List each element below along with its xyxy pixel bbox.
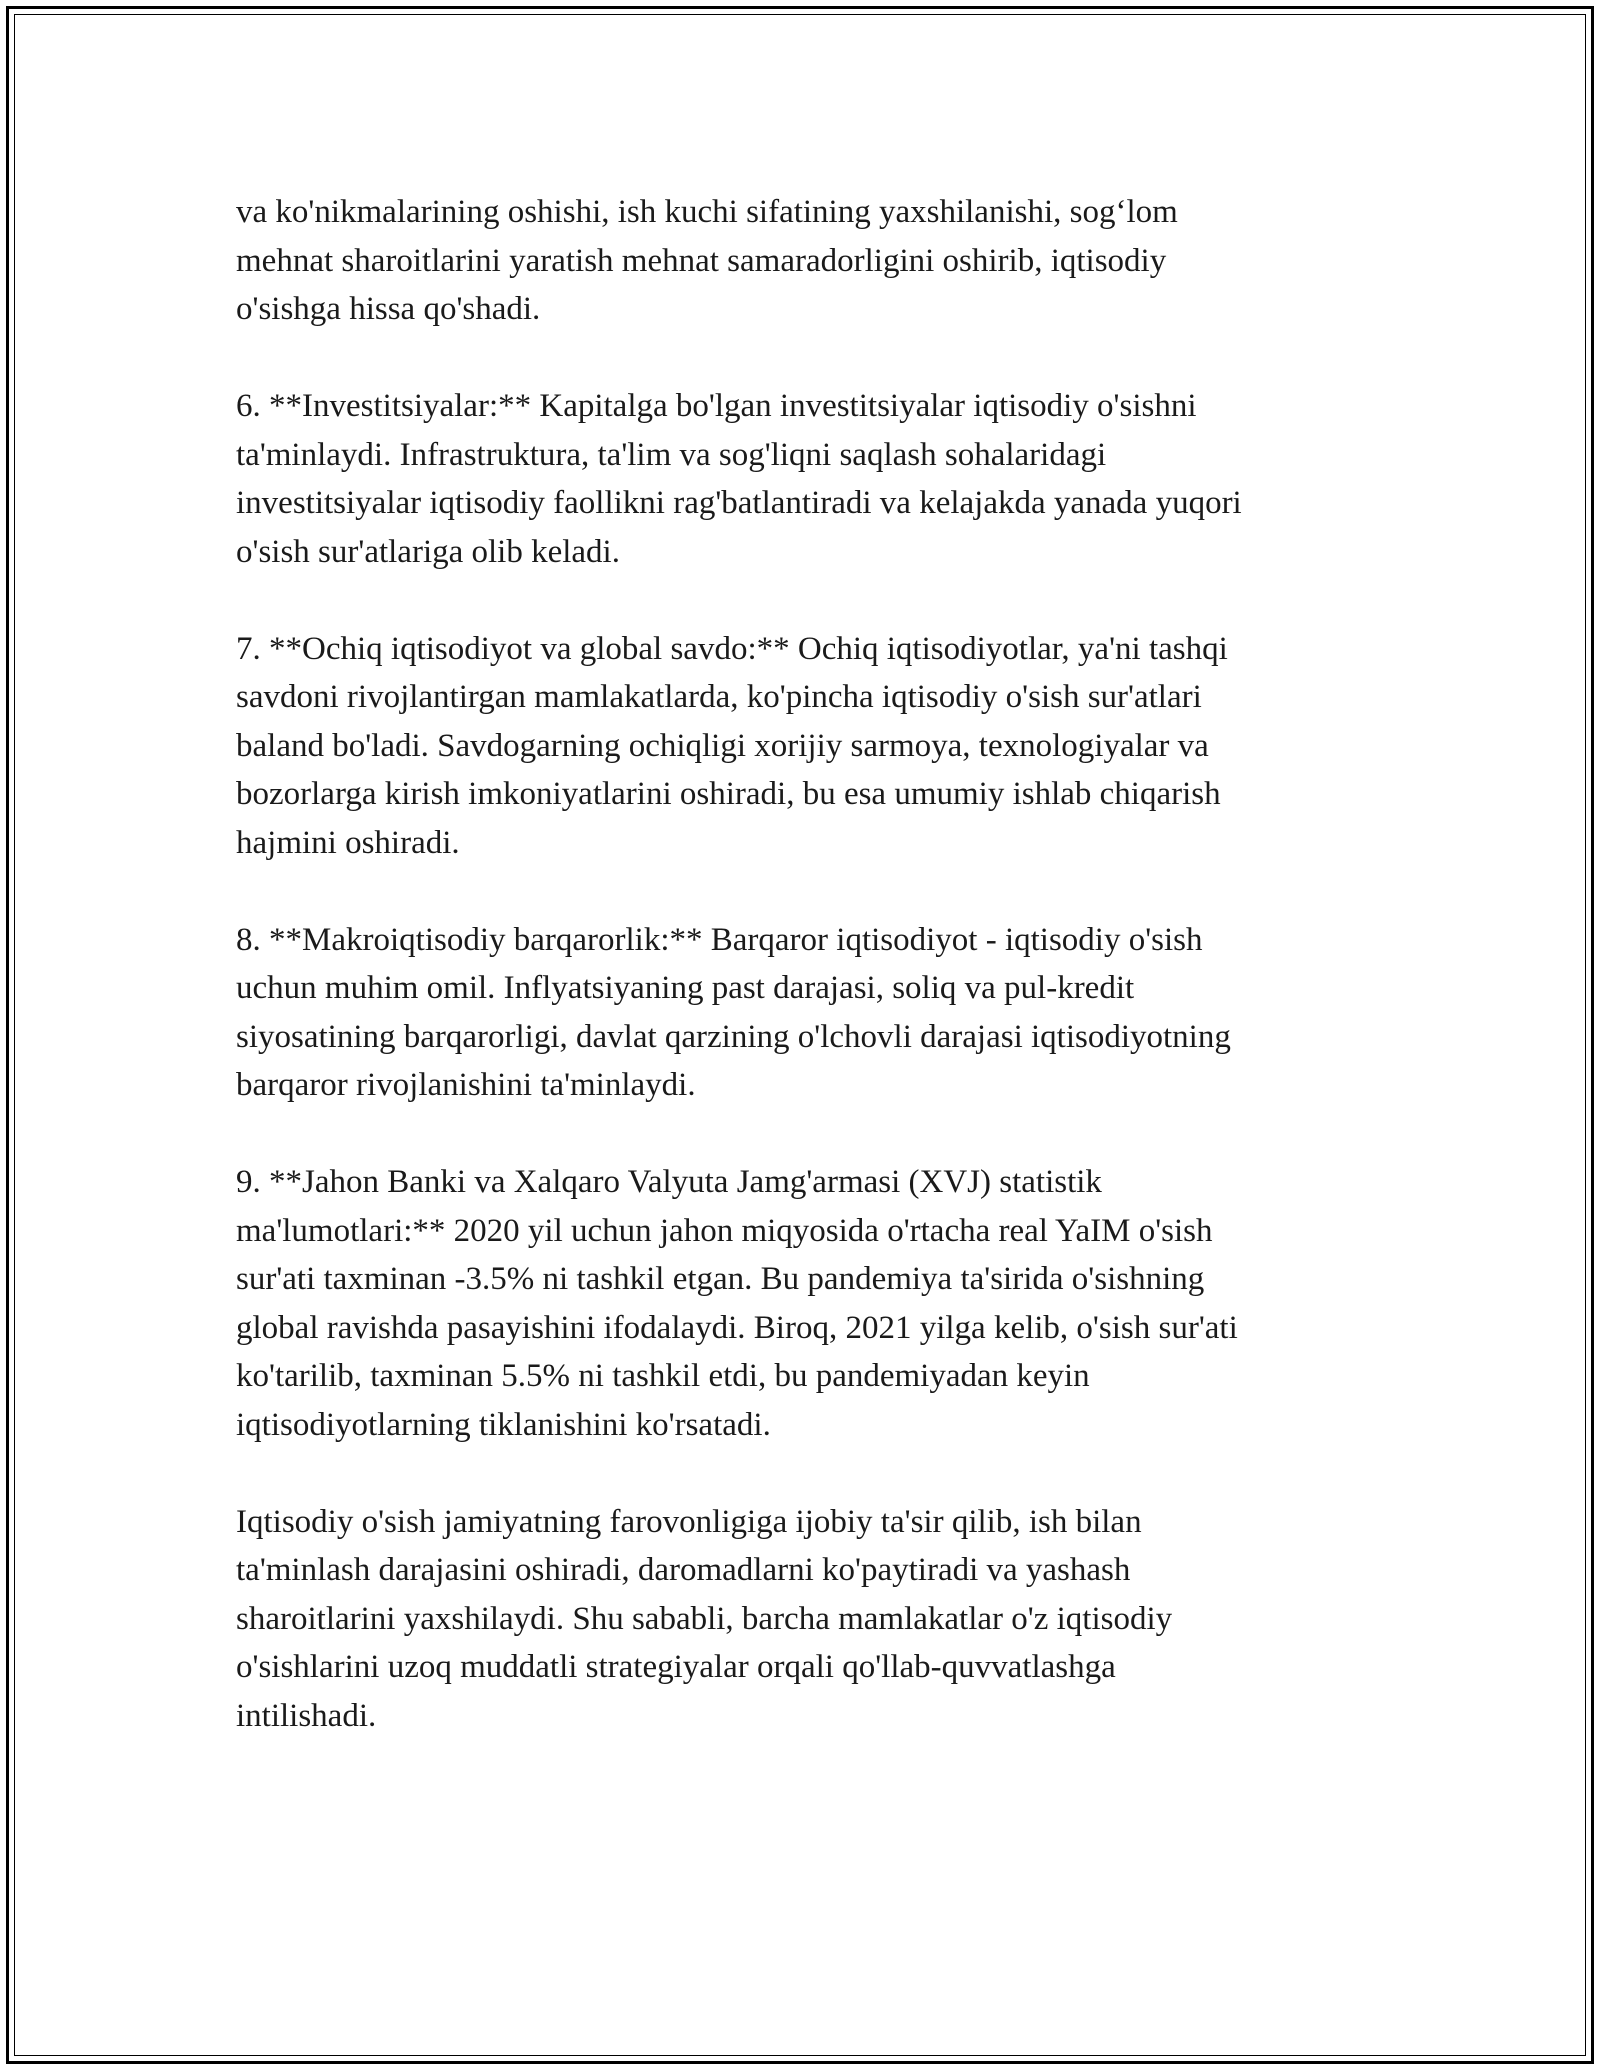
text-line: hajmini oshiradi. <box>236 824 460 861</box>
text-line: ko'tarilib, taxminan 5.5% ni tashkil etdi, bu pandemiyadan keyin <box>236 1358 1090 1394</box>
paragraph-world-bank-imf <box>236 1158 1376 1449</box>
text-line: 7. **Ochiq iqtisodiyot va global savdo:** Ochiq iqtisodiyotlar, ya'ni tashqi <box>236 630 1228 667</box>
paragraph-conclusion <box>236 1498 1376 1741</box>
text-line: intilishadi. <box>236 1697 377 1734</box>
text-line: ma'lumotlari:** 2020 yil uchun jahon miqyosida o'rtacha real YaIM o'sish <box>236 1212 1213 1249</box>
paragraph-macro-stability <box>236 916 1376 1110</box>
text-line: 9. **Jahon Banki va Xalqaro Valyuta Jamg'armasi (XVJ) statistik <box>236 1164 1102 1200</box>
text-line: Iqtisodiy o'sish jamiyatning farovonligiga ijobiy ta'sir qilib, ish bilan <box>236 1503 1142 1540</box>
paragraph-open-economy <box>236 625 1376 868</box>
text-line: bozorlarga kirish imkoniyatlarini oshiradi, bu esa umumiy ishlab chiqarish <box>236 776 1221 812</box>
paragraph-skills-continuation <box>236 188 1376 334</box>
text-line: uchun muhim omil. Inflyatsiyaning past darajasi, soliq va pul-kredit <box>236 970 1135 1006</box>
paragraph-investments <box>236 382 1376 576</box>
document-body <box>236 188 1376 1789</box>
text-line: 6. **Investitsiyalar:** Kapitalga bo'lgan investitsiyalar iqtisodiy o'sishni <box>236 388 1197 424</box>
text-line: mehnat sharoitlarini yaratish mehnat samaradorligini oshirib, iqtisodiy <box>236 242 1167 279</box>
text-line: sur'ati taxminan -3.5% ni tashkil etgan. Bu pandemiya ta'sirida o'sishning <box>236 1261 1205 1297</box>
text-line: 8. **Makroiqtisodiy barqarorlik:** Barqaror iqtisodiyot - iqtisodiy o'sish <box>236 921 1203 958</box>
text-line: barqaror rivojlanishini ta'minlaydi. <box>236 1067 696 1103</box>
text-line: siyosatining barqarorligi, davlat qarzining o'lchovli darajasi iqtisodiyotning <box>236 1018 1231 1055</box>
text-line: va ko'nikmalarining oshishi, ish kuchi sifatining yaxshilanishi, sog‘lom <box>236 194 1178 230</box>
text-line: investitsiyalar iqtisodiy faollikni rag'batlantiradi va kelajakda yanada yuqori <box>236 485 1242 521</box>
text-line: o'sish sur'atlariga olib keladi. <box>236 533 620 570</box>
text-line: global ravishda pasayishini ifodalaydi. Biroq, 2021 yilga kelib, o'sish sur'ati <box>236 1309 1238 1346</box>
text-line: o'sishlarini uzoq muddatli strategiyalar orqali qo'llab-quvvatlashga <box>236 1649 1116 1685</box>
text-line: ta'minlaydi. Infrastruktura, ta'lim va sog'liqni saqlash sohalaridagi <box>236 436 1107 473</box>
text-line: ta'minlash darajasini oshiradi, daromadlarni ko'paytiradi va yashash <box>236 1552 1131 1588</box>
text-line: sharoitlarini yaxshilaydi. Shu sababli, barcha mamlakatlar o'z iqtisodiy <box>236 1600 1173 1637</box>
text-line: baland bo'ladi. Savdogarning ochiqligi xorijiy sarmoya, texnologiyalar va <box>236 727 1209 764</box>
text-line: o'sishga hissa qo'shadi. <box>236 291 541 327</box>
text-line: iqtisodiyotlarning tiklanishini ko'rsatadi. <box>236 1406 771 1443</box>
text-line: savdoni rivojlantirgan mamlakatlarda, ko'pincha iqtisodiy o'sish sur'atlari <box>236 679 1202 715</box>
